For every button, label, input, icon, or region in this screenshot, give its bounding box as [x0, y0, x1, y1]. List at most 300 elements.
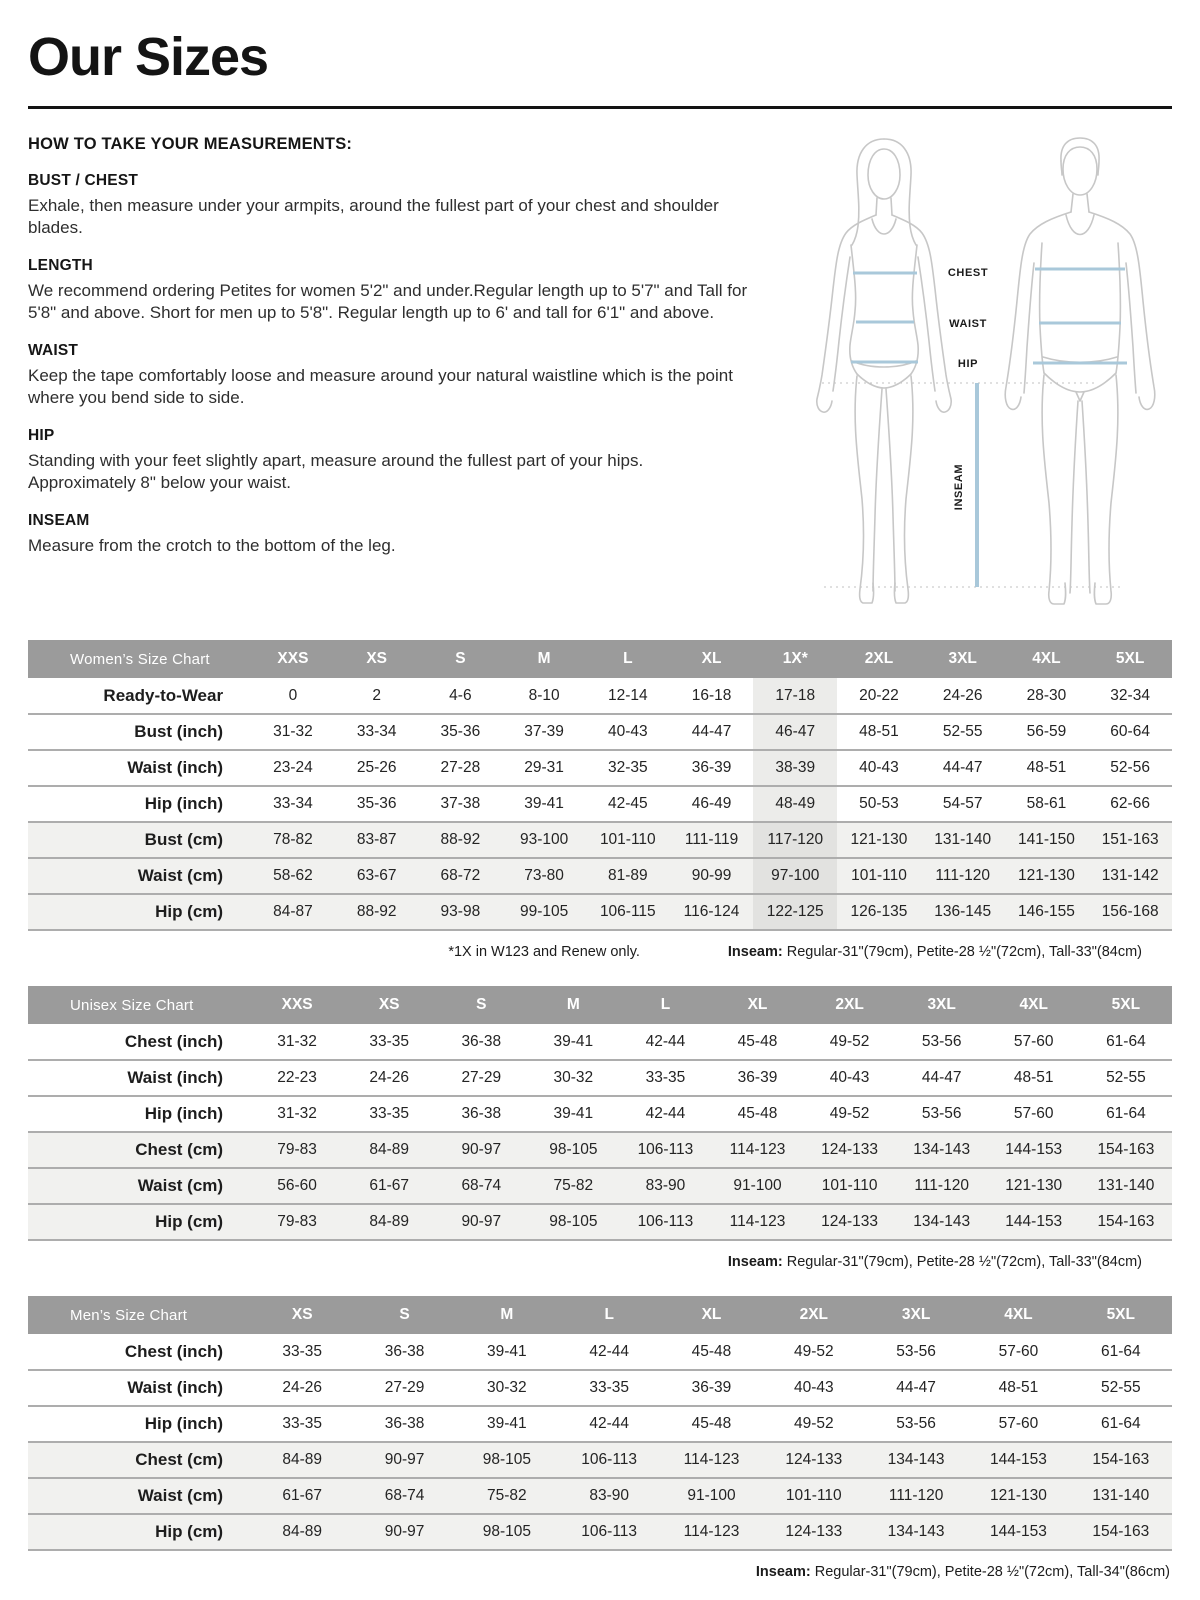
- chest-label: CHEST: [947, 267, 989, 279]
- size-value-cell: 111-120: [888, 1487, 944, 1504]
- size-value-cell: 154-163: [1092, 1451, 1150, 1468]
- size-value-cell: 49-52: [829, 1105, 870, 1122]
- size-value-cell: 42-44: [645, 1105, 686, 1122]
- size-value-cell: 101-110: [599, 831, 656, 848]
- size-value-cell: 33-35: [369, 1032, 410, 1050]
- size-value-cell: 97-100: [753, 858, 837, 894]
- size-value-cell: 106-115: [599, 903, 656, 920]
- size-value-cell: 23-24: [273, 759, 313, 776]
- size-column-header: XS: [251, 1296, 353, 1334]
- row-label: Waist (inch): [127, 1068, 224, 1087]
- size-value-cell: 111-120: [914, 1177, 969, 1194]
- size-value-cell: 98-105: [549, 1141, 598, 1158]
- row-label: Waist (cm): [137, 1486, 224, 1505]
- size-value-cell: 30-32: [553, 1069, 594, 1086]
- row-label: Bust (inch): [134, 722, 224, 741]
- size-value-cell: 61-64: [1100, 1342, 1141, 1360]
- size-value-cell: 52-55: [1100, 1379, 1141, 1396]
- size-value-cell: 99-105: [519, 903, 569, 920]
- size-value-cell: 126-135: [850, 903, 908, 920]
- size-value-cell: 39-41: [487, 1342, 527, 1360]
- size-value-cell: 90-97: [461, 1213, 502, 1230]
- size-value-cell: 53-56: [921, 1105, 962, 1122]
- size-column-header: XL: [711, 986, 803, 1024]
- size-column-header: S: [435, 986, 527, 1024]
- size-value-cell: 33-34: [356, 723, 397, 740]
- size-value-cell: 106-113: [637, 1141, 694, 1158]
- womens-1x-footnote: *1X in W123 and Renew only.: [448, 944, 640, 960]
- body-measurement-diagram: [780, 131, 1172, 609]
- size-value-cell: 27-28: [440, 759, 481, 776]
- size-column-header: 4XL: [988, 986, 1080, 1024]
- size-value-cell: 111-120: [935, 867, 990, 884]
- table-title: Men’s Size Chart: [28, 1296, 251, 1334]
- size-value-cell: 106-113: [581, 1451, 638, 1468]
- table-row: [28, 786, 1172, 822]
- guide-section-length: [28, 257, 754, 325]
- size-value-cell: 44-47: [896, 1379, 936, 1396]
- table-row: [28, 678, 1172, 714]
- size-value-cell: 24-26: [282, 1379, 323, 1396]
- size-value-cell: 53-56: [896, 1342, 936, 1360]
- how-to-heading: HOW TO TAKE YOUR MEASUREMENTS:: [28, 135, 353, 153]
- measurement-guide-area: [28, 135, 1172, 614]
- womens-size-chart-section: [28, 640, 1172, 960]
- size-value-cell: 36-38: [461, 1032, 502, 1050]
- row-label: Waist (cm): [137, 1176, 224, 1195]
- size-value-cell: 122-125: [753, 894, 837, 930]
- size-value-cell: 46-47: [753, 714, 837, 750]
- size-value-cell: 58-61: [1026, 795, 1067, 812]
- size-column-header: L: [619, 986, 711, 1024]
- guide-section-body: Standing with your feet slightly apart, measure around the fullest part of your hips. Approximately 8" below your waist.: [28, 450, 644, 493]
- woman-figure: [817, 139, 951, 603]
- size-value-cell: 53-56: [896, 1415, 936, 1432]
- size-value-cell: 84-89: [369, 1213, 410, 1230]
- size-value-cell: 45-48: [691, 1415, 732, 1432]
- size-value-cell: 50-53: [859, 795, 899, 812]
- size-value-cell: 131-142: [1101, 867, 1159, 884]
- size-value-cell: 48-51: [998, 1379, 1039, 1396]
- size-column-header: XS: [335, 640, 419, 678]
- size-value-cell: 84-89: [369, 1141, 410, 1158]
- guide-section-waist: [28, 342, 754, 410]
- size-value-cell: 121-130: [1005, 1177, 1063, 1194]
- size-value-cell: 2: [372, 686, 381, 704]
- size-value-cell: 114-123: [683, 1451, 740, 1468]
- size-value-cell: 33-35: [282, 1415, 323, 1432]
- size-value-cell: 91-100: [687, 1487, 736, 1504]
- inseam-note-text: Regular-31"(79cm), Petite-28 ½"(72cm), Tall-33"(84cm): [782, 944, 1142, 960]
- size-value-cell: 124-133: [785, 1451, 843, 1468]
- size-value-cell: 37-39: [524, 723, 564, 740]
- row-label: Chest (inch): [124, 1031, 224, 1051]
- size-value-cell: 90-97: [461, 1141, 502, 1158]
- row-label: Hip (cm): [155, 1522, 224, 1541]
- size-value-cell: 136-145: [934, 903, 992, 920]
- size-value-cell: 40-43: [793, 1379, 834, 1396]
- row-label: Hip (inch): [144, 1414, 224, 1433]
- table-row: [28, 1168, 1172, 1204]
- size-value-cell: 156-168: [1101, 903, 1159, 920]
- size-value-cell: 57-60: [1013, 1032, 1054, 1050]
- mens-inseam-note: [756, 1564, 1170, 1580]
- guide-section-body: Keep the tape comfortably loose and measure around your natural waistline which is the point where you bend side to side.: [28, 365, 733, 408]
- size-value-cell: 114-123: [683, 1523, 740, 1540]
- mens-size-chart-section: [28, 1296, 1172, 1580]
- guide-section-hip: [28, 427, 754, 495]
- size-value-cell: 154-163: [1097, 1213, 1155, 1230]
- size-value-cell: 36-39: [691, 759, 732, 776]
- size-column-header: S: [419, 640, 503, 678]
- unisex-inseam-note: [728, 1254, 1142, 1270]
- table-row: [28, 822, 1172, 858]
- table-title: Women’s Size Chart: [28, 640, 251, 678]
- row-label: Chest (inch): [124, 1341, 224, 1361]
- size-value-cell: 45-48: [737, 1032, 778, 1050]
- size-value-cell: 39-41: [553, 1105, 594, 1122]
- size-value-cell: 57-60: [1013, 1105, 1054, 1122]
- size-value-cell: 73-80: [524, 867, 564, 884]
- inseam-note-text: Regular-31"(79cm), Petite-28 ½"(72cm), Tall-33"(84cm): [782, 1254, 1142, 1270]
- measurement-instructions: [28, 135, 754, 574]
- size-column-header: 5XL: [1070, 1296, 1172, 1334]
- guide-section-title: HIP: [28, 426, 55, 444]
- size-column-header: M: [527, 986, 619, 1024]
- mens-chart-footnotes: [28, 1564, 1172, 1580]
- waist-label: WAIST: [949, 318, 987, 330]
- size-value-cell: 60-64: [1110, 723, 1150, 740]
- size-value-cell: 101-110: [821, 1177, 878, 1194]
- size-value-cell: 98-105: [482, 1451, 531, 1468]
- table-row: [28, 1060, 1172, 1096]
- row-label: Hip (cm): [155, 902, 224, 921]
- size-value-cell: 57-60: [998, 1415, 1039, 1432]
- size-column-header: 3XL: [865, 1296, 967, 1334]
- size-value-cell: 134-143: [887, 1523, 945, 1540]
- table-row: [28, 750, 1172, 786]
- size-value-cell: 101-110: [785, 1487, 842, 1504]
- size-value-cell: 31-32: [277, 1105, 317, 1122]
- guide-section-title: LENGTH: [28, 256, 93, 274]
- size-value-cell: 106-113: [637, 1213, 694, 1230]
- size-value-cell: 83-90: [645, 1177, 686, 1194]
- size-value-cell: 90-97: [384, 1523, 425, 1540]
- size-column-header: 1X*: [753, 640, 837, 678]
- size-value-cell: 25-26: [356, 759, 397, 776]
- guide-section-bust-chest: [28, 172, 754, 240]
- size-value-cell: 151-163: [1101, 831, 1159, 848]
- size-column-header: 5XL: [1088, 640, 1172, 678]
- size-value-cell: 53-56: [921, 1032, 962, 1050]
- figure-illustration: [780, 131, 1172, 614]
- womens-size-chart-table: [28, 640, 1172, 931]
- size-value-cell: 39-41: [487, 1415, 527, 1432]
- size-value-cell: 32-35: [607, 759, 648, 776]
- table-row: [28, 1096, 1172, 1132]
- table-row: [28, 1132, 1172, 1168]
- size-value-cell: 62-66: [1110, 795, 1150, 812]
- size-value-cell: 30-32: [487, 1379, 527, 1396]
- table-row: [28, 858, 1172, 894]
- table-row: [28, 714, 1172, 750]
- size-value-cell: 146-155: [1017, 903, 1075, 920]
- size-value-cell: 27-29: [461, 1069, 502, 1086]
- size-value-cell: 154-163: [1092, 1523, 1150, 1540]
- size-value-cell: 68-74: [384, 1487, 425, 1504]
- size-value-cell: 144-153: [989, 1451, 1047, 1468]
- size-value-cell: 44-47: [691, 723, 732, 740]
- size-value-cell: 29-31: [524, 759, 564, 776]
- size-value-cell: 44-47: [921, 1069, 962, 1086]
- size-value-cell: 48-51: [859, 723, 899, 740]
- size-value-cell: 131-140: [934, 831, 992, 848]
- size-value-cell: 31-32: [273, 723, 313, 740]
- hip-label: HIP: [957, 358, 979, 370]
- size-value-cell: 48-49: [753, 786, 837, 822]
- size-value-cell: 40-43: [829, 1069, 870, 1086]
- row-label: Bust (cm): [144, 830, 224, 849]
- guide-section-title: BUST / CHEST: [28, 172, 139, 189]
- unisex-size-chart-table: [28, 986, 1172, 1241]
- size-value-cell: 20-22: [859, 686, 899, 704]
- size-value-cell: 116-124: [683, 903, 740, 920]
- size-value-cell: 52-55: [1106, 1069, 1146, 1086]
- size-value-cell: 24-26: [369, 1069, 410, 1086]
- size-column-header: S: [353, 1296, 455, 1334]
- guide-section-title: INSEAM: [28, 511, 90, 529]
- inseam-note-label: Inseam:: [727, 944, 783, 960]
- size-value-cell: 106-113: [581, 1523, 638, 1540]
- size-value-cell: 35-36: [440, 723, 481, 740]
- size-value-cell: 56-59: [1026, 723, 1067, 740]
- size-value-cell: 134-143: [887, 1451, 945, 1468]
- guide-section-body: Measure from the crotch to the bottom of the leg.: [28, 535, 396, 555]
- size-value-cell: 83-87: [356, 831, 397, 848]
- size-value-cell: 39-41: [553, 1032, 594, 1050]
- size-value-cell: 68-74: [461, 1177, 502, 1194]
- size-value-cell: 48-51: [1026, 759, 1067, 776]
- size-value-cell: 141-150: [1017, 831, 1075, 848]
- size-value-cell: 42-44: [589, 1342, 629, 1360]
- size-value-cell: 4-6: [449, 686, 472, 704]
- size-column-header: 5XL: [1080, 986, 1172, 1024]
- table-row: [28, 1334, 1172, 1370]
- page-title: Our Sizes: [28, 27, 269, 87]
- size-value-cell: 48-51: [1013, 1069, 1054, 1086]
- size-value-cell: 46-49: [691, 795, 732, 812]
- table-row: [28, 1024, 1172, 1060]
- table-title: Unisex Size Chart: [28, 986, 251, 1024]
- size-value-cell: 17-18: [753, 678, 837, 714]
- size-value-cell: 44-47: [942, 759, 983, 776]
- size-value-cell: 131-140: [1097, 1177, 1155, 1194]
- table-row: [28, 1406, 1172, 1442]
- size-value-cell: 40-43: [607, 723, 648, 740]
- size-value-cell: 84-89: [282, 1451, 323, 1468]
- size-value-cell: 88-92: [440, 831, 481, 848]
- guide-section-inseam: [28, 512, 754, 557]
- size-value-cell: 22-23: [277, 1069, 317, 1086]
- size-column-header: M: [456, 1296, 558, 1334]
- size-column-header: M: [502, 640, 586, 678]
- row-label: Hip (inch): [144, 1104, 224, 1123]
- size-value-cell: 28-30: [1026, 686, 1067, 704]
- size-value-cell: 61-67: [282, 1487, 323, 1504]
- size-value-cell: 52-55: [942, 723, 983, 740]
- size-value-cell: 131-140: [1092, 1487, 1150, 1504]
- size-value-cell: 93-100: [519, 831, 569, 848]
- size-value-cell: 144-153: [989, 1523, 1047, 1540]
- size-value-cell: 84-87: [273, 903, 313, 920]
- size-column-header: 2XL: [804, 986, 896, 1024]
- size-value-cell: 36-39: [691, 1379, 732, 1396]
- size-value-cell: 88-92: [356, 903, 397, 920]
- table-row: [28, 1514, 1172, 1550]
- size-value-cell: 124-133: [821, 1141, 879, 1158]
- size-value-cell: 124-133: [785, 1523, 843, 1540]
- inseam-note-text: Regular-31"(79cm), Petite-28 ½"(72cm), Tall-34"(86cm): [810, 1564, 1170, 1580]
- size-value-cell: 134-143: [913, 1141, 971, 1158]
- size-value-cell: 24-26: [942, 686, 983, 704]
- size-value-cell: 121-130: [989, 1487, 1047, 1504]
- size-value-cell: 84-89: [282, 1523, 323, 1540]
- size-value-cell: 101-110: [851, 867, 907, 884]
- size-value-cell: 39-41: [524, 795, 564, 812]
- row-label: Waist (inch): [127, 758, 224, 777]
- size-value-cell: 114-123: [729, 1141, 786, 1158]
- size-value-cell: 81-89: [607, 867, 648, 884]
- size-column-header: XL: [660, 1296, 762, 1334]
- size-column-header: 4XL: [967, 1296, 1069, 1334]
- size-column-header: XXS: [251, 986, 343, 1024]
- size-value-cell: 144-153: [1005, 1213, 1063, 1230]
- guide-section-body: Exhale, then measure under your armpits, around the fullest part of your chest and shoulder blades.: [28, 196, 719, 238]
- size-value-cell: 33-35: [369, 1105, 410, 1122]
- size-value-cell: 0: [288, 686, 298, 704]
- size-value-cell: 52-56: [1110, 759, 1150, 776]
- size-column-header: 2XL: [837, 640, 921, 678]
- table-row: [28, 1370, 1172, 1406]
- size-value-cell: 12-14: [607, 686, 648, 704]
- size-column-header: 3XL: [921, 640, 1005, 678]
- inseam-label: INSEAM: [953, 463, 965, 511]
- size-value-cell: 33-34: [273, 795, 313, 812]
- size-value-cell: 32-34: [1110, 686, 1150, 704]
- row-label: Ready-to-Wear: [103, 685, 224, 705]
- size-value-cell: 75-82: [487, 1487, 527, 1504]
- size-value-cell: 98-105: [482, 1523, 531, 1540]
- size-value-cell: 61-64: [1106, 1032, 1146, 1050]
- inseam-note-label: Inseam:: [755, 1564, 811, 1580]
- size-value-cell: 45-48: [691, 1342, 732, 1360]
- size-value-cell: 90-99: [691, 867, 732, 884]
- size-value-cell: 91-100: [733, 1177, 782, 1194]
- size-value-cell: 31-32: [277, 1032, 317, 1050]
- size-value-cell: 36-38: [384, 1342, 425, 1360]
- size-value-cell: 61-64: [1106, 1105, 1146, 1122]
- row-label: Waist (inch): [127, 1378, 224, 1397]
- size-column-header: XL: [670, 640, 754, 678]
- size-value-cell: 42-44: [589, 1415, 629, 1432]
- size-value-cell: 33-35: [645, 1069, 686, 1086]
- row-label: Chest (cm): [135, 1140, 224, 1159]
- size-value-cell: 42-45: [607, 795, 648, 812]
- size-value-cell: 93-98: [440, 903, 481, 920]
- size-value-cell: 61-64: [1100, 1415, 1141, 1432]
- table-row: [28, 1442, 1172, 1478]
- womens-chart-footnotes: [28, 944, 1172, 960]
- row-label: Chest (cm): [135, 1450, 224, 1469]
- size-column-header: 3XL: [896, 986, 988, 1024]
- size-value-cell: 37-38: [440, 795, 481, 812]
- size-value-cell: 75-82: [553, 1177, 594, 1194]
- size-value-cell: 114-123: [729, 1213, 786, 1230]
- size-value-cell: 58-62: [273, 867, 313, 884]
- size-value-cell: 98-105: [549, 1213, 598, 1230]
- size-value-cell: 134-143: [913, 1213, 971, 1230]
- size-value-cell: 36-39: [737, 1069, 778, 1086]
- size-value-cell: 40-43: [859, 759, 899, 776]
- table-row: [28, 1478, 1172, 1514]
- size-value-cell: 49-52: [793, 1415, 834, 1432]
- size-column-header: XXS: [251, 640, 335, 678]
- row-label: Hip (inch): [144, 794, 224, 813]
- size-value-cell: 121-130: [850, 831, 908, 848]
- size-value-cell: 36-38: [384, 1415, 425, 1432]
- size-value-cell: 56-60: [277, 1177, 317, 1194]
- row-label: Hip (cm): [155, 1212, 224, 1231]
- size-value-cell: 121-130: [1017, 867, 1075, 884]
- size-column-header: 2XL: [763, 1296, 865, 1334]
- size-value-cell: 117-120: [753, 822, 837, 858]
- size-value-cell: 36-38: [461, 1105, 502, 1122]
- womens-inseam-note: [728, 944, 1142, 960]
- size-value-cell: 49-52: [793, 1342, 834, 1360]
- guide-section-body: We recommend ordering Petites for women 5'2" and under.Regular length up to 5'7" and Tall for 5'8" and above. Short for men up to 5'8". Regular length up to 6' and tall for 6'1" and above.: [28, 280, 748, 323]
- size-value-cell: 68-72: [440, 867, 481, 884]
- size-value-cell: 33-35: [282, 1342, 323, 1360]
- size-value-cell: 35-36: [356, 795, 397, 812]
- size-value-cell: 57-60: [998, 1342, 1039, 1360]
- size-value-cell: 111-119: [684, 831, 739, 848]
- size-value-cell: 144-153: [1005, 1141, 1063, 1158]
- table-row: [28, 894, 1172, 930]
- mens-size-chart-table: [28, 1296, 1172, 1551]
- size-value-cell: 54-57: [942, 795, 983, 812]
- unisex-size-chart-section: [28, 986, 1172, 1270]
- size-value-cell: 154-163: [1097, 1141, 1155, 1158]
- size-value-cell: 61-67: [369, 1177, 410, 1194]
- title-divider: [28, 106, 1172, 109]
- size-value-cell: 38-39: [753, 750, 837, 786]
- size-value-cell: 63-67: [356, 867, 397, 884]
- size-column-header: 4XL: [1005, 640, 1089, 678]
- size-column-header: L: [558, 1296, 660, 1334]
- size-value-cell: 79-83: [277, 1141, 317, 1158]
- size-value-cell: 124-133: [821, 1213, 879, 1230]
- man-figure: [1005, 138, 1155, 604]
- size-value-cell: 90-97: [384, 1451, 425, 1468]
- size-value-cell: 42-44: [645, 1032, 686, 1050]
- row-label: Waist (cm): [137, 866, 224, 885]
- size-value-cell: 8-10: [528, 686, 560, 704]
- size-column-header: XS: [343, 986, 435, 1024]
- inseam-note-label: Inseam:: [727, 1254, 783, 1270]
- size-column-header: L: [586, 640, 670, 678]
- size-value-cell: 78-82: [273, 831, 313, 848]
- size-value-cell: 33-35: [589, 1379, 629, 1396]
